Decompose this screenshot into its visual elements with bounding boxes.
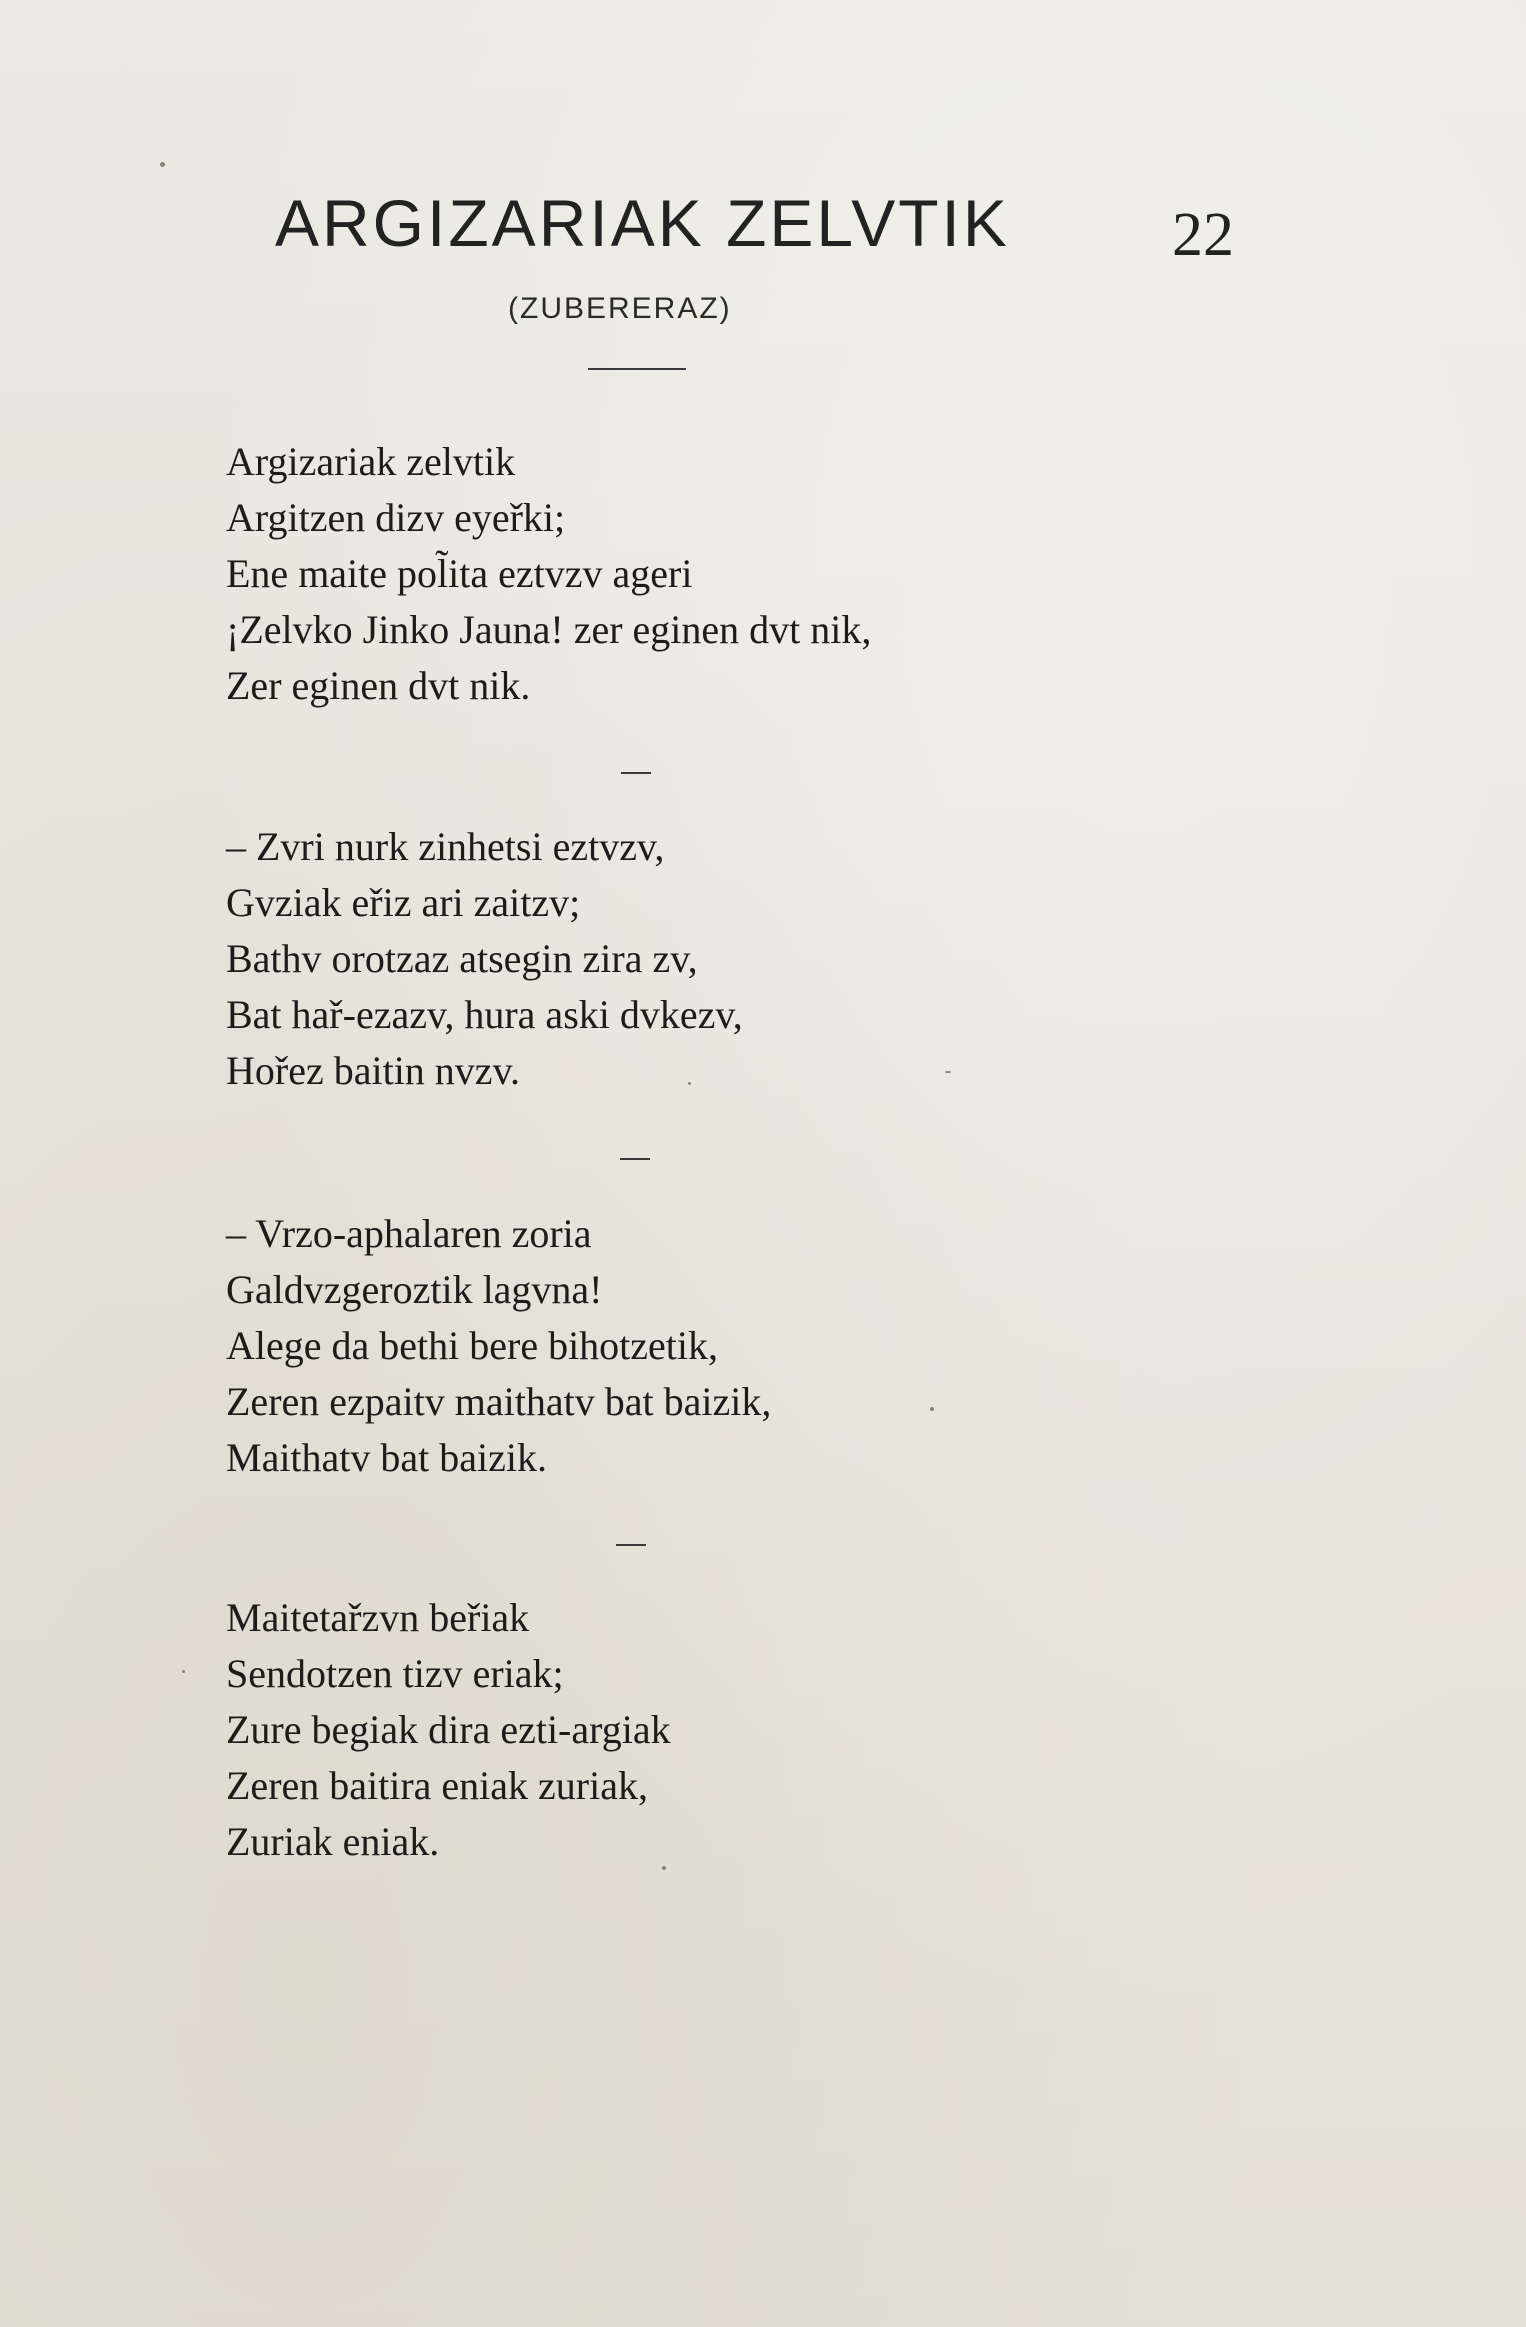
verse-line: Zure begiak dira ezti-argiak: [226, 1707, 671, 1752]
verse-line: Zeren ezpaitv maithatv bat baizik,: [226, 1379, 772, 1424]
poem-subtitle: (ZUBERERAZ): [508, 292, 732, 325]
verse-line: Argitzen dizv eyeřki;: [226, 495, 566, 540]
stanza-separator: [621, 772, 651, 774]
paper-speck: [930, 1407, 934, 1411]
verse-line: Sendotzen tizv eriak;: [226, 1651, 564, 1696]
verse-line: Ene maite pol̃ita eztvzv ageri: [226, 551, 693, 596]
verse-line: – Vrzo-aphalaren zoria: [226, 1211, 592, 1256]
paper-speck: [662, 1866, 666, 1870]
verse-line: Zuriak eniak.: [226, 1819, 440, 1864]
stanza-1: [226, 434, 871, 714]
stanza-2: [226, 819, 743, 1099]
stanza-separator: [616, 1544, 646, 1546]
stanza-3: [226, 1206, 771, 1486]
paper-speck: [945, 1071, 951, 1073]
verse-line: Alege da bethi bere bihotzetik,: [226, 1323, 719, 1368]
stanza-separator: [620, 1158, 650, 1160]
verse-line: – Zvri nurk zinhetsi eztvzv,: [226, 824, 665, 869]
poem-title: ARGIZARIAK ZELVTIK: [275, 186, 1010, 260]
verse-line: Zeren baitira eniak zuriak,: [226, 1763, 648, 1808]
verse-line: Gvziak eřiz ari zaitzv;: [226, 880, 581, 925]
title-divider: [588, 368, 686, 370]
verse-line: Zer eginen dvt nik.: [226, 663, 531, 708]
verse-line: Maithatv bat baizik.: [226, 1435, 548, 1480]
verse-line: Argizariak zelvtik: [226, 439, 516, 484]
verse-line: Maitetařzvn beřiak: [226, 1595, 530, 1640]
verse-line: ¡Zelvko Jinko Jauna! zer eginen dvt nik,: [226, 607, 872, 652]
verse-line: Bathv orotzaz atsegin zira zv,: [226, 936, 698, 981]
verse-line: Bat hař-ezazv, hura aski dvkezv,: [226, 992, 743, 1037]
paper-speck: [160, 162, 165, 167]
paper-speck: [182, 1670, 185, 1673]
paper-speck: [688, 1082, 691, 1085]
verse-line: Galdvzgeroztik lagvna!: [226, 1267, 603, 1312]
page-number: 22: [1172, 201, 1234, 269]
verse-line: Hořez baitin nvzv.: [226, 1048, 520, 1093]
stanza-4: [226, 1590, 671, 1870]
